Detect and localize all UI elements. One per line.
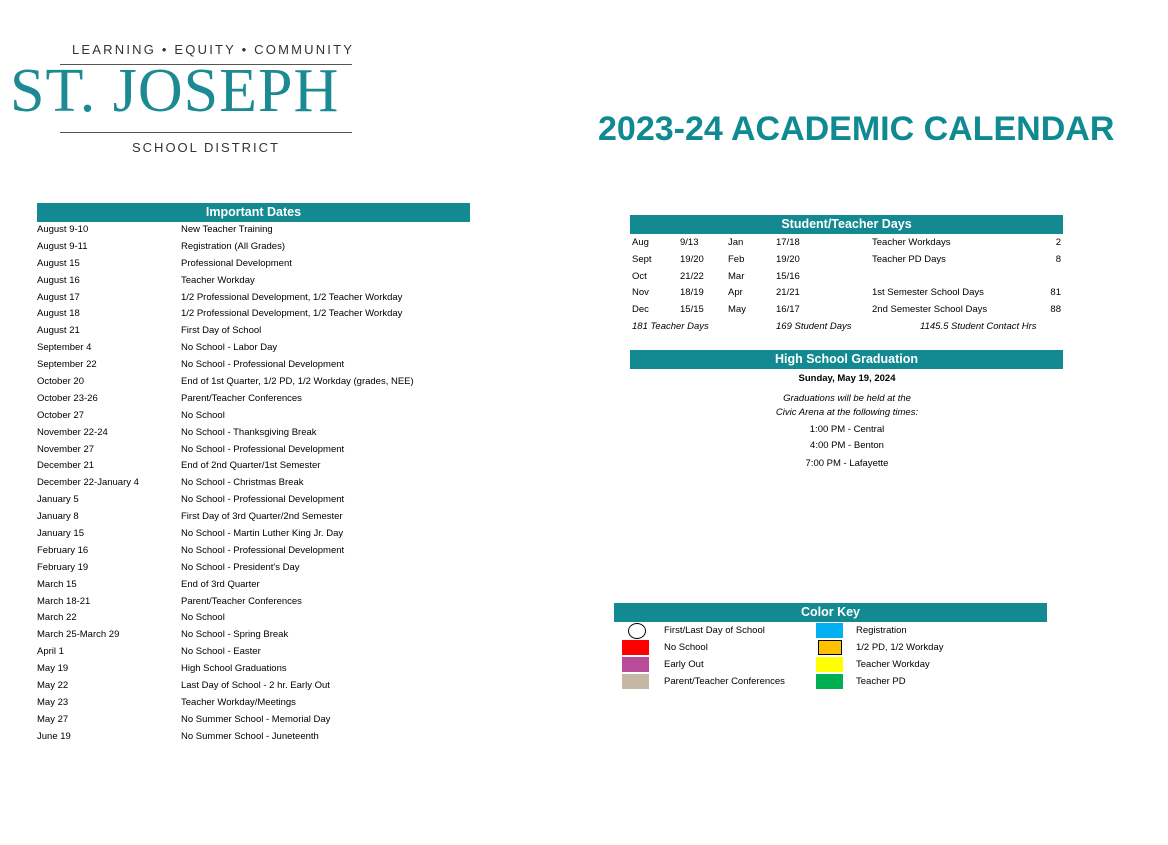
important-date: September 22	[37, 359, 97, 371]
important-date-row	[37, 610, 477, 627]
important-date: September 4	[37, 342, 92, 354]
important-date: April 1	[37, 646, 64, 658]
important-date-row	[37, 695, 477, 712]
important-event: No Summer School - Memorial Day	[181, 713, 331, 725]
important-date: May 22	[37, 680, 69, 692]
important-event: Parent/Teacher Conferences	[181, 392, 302, 404]
important-date: August 9-10	[37, 224, 89, 235]
color-key-header: Color Key	[614, 603, 1047, 622]
month-days: 18/19	[680, 287, 704, 299]
month: Feb	[728, 253, 745, 265]
month-days: 21/22	[680, 270, 704, 282]
important-date: August 21	[37, 325, 80, 337]
important-date-row	[37, 290, 477, 307]
month: Aug	[632, 237, 649, 248]
important-date: August 18	[37, 308, 80, 320]
important-date: January 8	[37, 511, 79, 523]
important-event: Teacher Workday	[181, 274, 255, 286]
important-date-row	[37, 492, 477, 509]
total-contact-hours: 1145.5 Student Contact Hrs	[920, 320, 1037, 332]
day-count-value: 8	[1055, 253, 1061, 265]
important-date-row	[37, 458, 477, 475]
important-date-row	[37, 374, 477, 391]
month: May	[728, 304, 746, 316]
important-date-row	[37, 560, 477, 577]
color-key-label: Early Out	[664, 659, 704, 670]
important-date-row	[37, 256, 477, 273]
important-date: November 27	[37, 443, 95, 455]
important-date: October 23-26	[37, 392, 98, 404]
day-count-value: 2	[1055, 237, 1061, 248]
important-date-row	[37, 543, 477, 560]
important-date-row	[37, 644, 477, 661]
day-count-value: 81	[1050, 287, 1061, 299]
important-date: February 19	[37, 561, 89, 573]
important-event: No School - Professional Development	[181, 494, 345, 506]
important-event: No School	[181, 409, 225, 421]
student-teacher-row	[630, 285, 1064, 302]
important-date-row	[37, 509, 477, 526]
important-date-row	[37, 678, 477, 695]
important-event: No School - Professional Development	[181, 443, 345, 455]
color-key-label: Teacher Workday	[856, 659, 930, 670]
color-swatch	[816, 623, 843, 638]
color-swatch	[622, 674, 649, 689]
important-date-row	[37, 712, 477, 729]
graduation-note-1: Graduations will be held at the	[783, 393, 911, 404]
month: Sept	[632, 253, 652, 265]
important-date-row	[37, 222, 477, 239]
color-key-label: Parent/Teacher Conferences	[664, 676, 785, 687]
month-days: 15/16	[776, 270, 800, 282]
color-key-label: First/Last Day of School	[664, 625, 765, 636]
totals-row	[630, 319, 1064, 336]
color-key-row	[614, 639, 1048, 656]
important-event: End of 2nd Quarter/1st Semester	[181, 460, 321, 472]
important-event: End of 1st Quarter, 1/2 PD, 1/2 Workday (grades, NEE)	[181, 376, 414, 388]
important-event: 1/2 Professional Development, 1/2 Teacher Workday	[181, 308, 403, 320]
logo-tagline: LEARNING • EQUITY • COMMUNITY	[72, 42, 355, 57]
month-days: 19/20	[776, 253, 800, 265]
important-date: December 22-January 4	[37, 477, 139, 489]
important-date-row	[37, 357, 477, 374]
color-swatch	[816, 674, 843, 689]
month-days: 19/20	[680, 253, 704, 265]
important-date-row	[37, 627, 477, 644]
month-days: 21/21	[776, 287, 800, 299]
color-key-label: 1/2 PD, 1/2 Workday	[856, 642, 944, 653]
color-key-label: No School	[664, 642, 708, 653]
important-date-row	[37, 475, 477, 492]
graduation-date: Sunday, May 19, 2024	[798, 373, 896, 384]
color-key-label: Registration	[856, 625, 907, 636]
important-date: May 27	[37, 713, 69, 725]
important-date: March 22	[37, 612, 77, 624]
important-date-row	[37, 661, 477, 678]
important-date-row	[37, 729, 477, 746]
important-date: June 19	[37, 730, 71, 742]
student-teacher-days-table	[630, 235, 1064, 336]
important-date: May 19	[37, 663, 69, 675]
graduation-time: 1:00 PM - Central	[809, 424, 885, 435]
month-days: 17/18	[776, 237, 800, 248]
color-swatch	[628, 623, 646, 639]
total-student-days: 169 Student Days	[776, 320, 852, 332]
color-key-row	[614, 656, 1048, 673]
important-event: No School - Labor Day	[181, 342, 278, 354]
important-event: No School - Spring Break	[181, 629, 289, 641]
student-teacher-row	[630, 302, 1064, 319]
important-date-row	[37, 577, 477, 594]
day-count-value: 88	[1050, 304, 1061, 316]
important-date-row	[37, 408, 477, 425]
important-date: February 16	[37, 544, 89, 556]
day-count-label: 2nd Semester School Days	[872, 304, 988, 316]
important-event: No School - Easter	[181, 646, 261, 658]
important-date: November 22-24	[37, 426, 108, 438]
student-teacher-row	[630, 235, 1064, 252]
important-date: March 15	[37, 578, 77, 590]
important-date: August 17	[37, 291, 80, 303]
important-event: First Day of 3rd Quarter/2nd Semester	[181, 511, 343, 523]
important-date-row	[37, 323, 477, 340]
important-event: No School - Christmas Break	[181, 477, 304, 489]
important-date: January 5	[37, 494, 79, 506]
month-days: 15/15	[680, 304, 704, 316]
logo-divider-bottom	[60, 132, 352, 133]
student-teacher-row	[630, 269, 1064, 286]
color-key-row	[614, 673, 1048, 690]
important-date-row	[37, 391, 477, 408]
graduation-time: 7:00 PM - Lafayette	[805, 458, 889, 469]
important-event: Registration (All Grades)	[181, 240, 286, 252]
color-swatch	[818, 640, 842, 655]
month-days: 16/17	[776, 304, 800, 316]
important-event: No School - President's Day	[181, 561, 300, 573]
important-event: End of 3rd Quarter	[181, 578, 260, 590]
month: Jan	[728, 237, 744, 248]
day-count-label: 1st Semester School Days	[872, 287, 984, 299]
important-date-row	[37, 306, 477, 323]
important-date-row	[37, 594, 477, 611]
important-date: October 27	[37, 409, 84, 421]
important-event: No School - Martin Luther King Jr. Day	[181, 528, 344, 540]
month: Oct	[632, 270, 647, 282]
important-dates-header: Important Dates	[37, 203, 470, 222]
important-event: Parent/Teacher Conferences	[181, 595, 302, 607]
month-days: 9/13	[680, 237, 699, 248]
important-event: 1/2 Professional Development, 1/2 Teacher Workday	[181, 291, 403, 303]
graduation-header: High School Graduation	[630, 350, 1063, 369]
day-count-label: Teacher Workdays	[872, 237, 951, 248]
important-date: May 23	[37, 696, 69, 708]
important-event: No School - Thanksgiving Break	[181, 426, 317, 438]
important-date: March 25-March 29	[37, 629, 120, 641]
important-date: August 16	[37, 274, 80, 286]
important-date-row	[37, 239, 477, 256]
graduation-info	[630, 372, 1064, 472]
total-teacher-days: 181 Teacher Days	[632, 320, 709, 332]
important-date-row	[37, 526, 477, 543]
important-event: New Teacher Training	[181, 224, 273, 235]
important-event: Last Day of School - 2 hr. Early Out	[181, 680, 330, 692]
important-date-row	[37, 273, 477, 290]
important-dates-list	[37, 222, 477, 746]
color-key-label: Teacher PD	[856, 676, 906, 687]
important-date: August 15	[37, 257, 80, 269]
important-date-row	[37, 442, 477, 459]
page-title: 2023-24 ACADEMIC CALENDAR	[598, 110, 1115, 148]
logo-name: ST. JOSEPH	[10, 57, 340, 125]
student-teacher-row	[630, 252, 1064, 269]
important-date: March 18-21	[37, 595, 91, 607]
important-date: October 20	[37, 376, 84, 388]
important-event: No School	[181, 612, 225, 624]
month: Apr	[728, 287, 743, 299]
month: Dec	[632, 304, 649, 316]
graduation-time: 4:00 PM - Benton	[810, 440, 884, 451]
important-event: High School Graduations	[181, 663, 287, 675]
important-date: August 9-11	[37, 240, 88, 252]
student-teacher-days-header: Student/Teacher Days	[630, 215, 1063, 234]
color-swatch	[622, 657, 649, 672]
important-event: No School - Professional Development	[181, 359, 345, 371]
important-date: January 15	[37, 528, 85, 540]
color-key-row	[614, 622, 1048, 639]
important-event: Professional Development	[181, 257, 292, 269]
graduation-note-2: Civic Arena at the following times:	[775, 407, 919, 418]
important-event: No Summer School - Juneteenth	[181, 730, 319, 742]
logo-subtitle: SCHOOL DISTRICT	[132, 140, 280, 155]
important-date-row	[37, 340, 477, 357]
important-event: First Day of School	[181, 325, 262, 337]
important-date-row	[37, 425, 477, 442]
color-key	[614, 622, 1048, 690]
important-event: Teacher Workday/Meetings	[181, 696, 296, 708]
important-event: No School - Professional Development	[181, 544, 345, 556]
month: Nov	[632, 287, 649, 299]
month: Mar	[728, 270, 745, 282]
day-count-label: Teacher PD Days	[872, 253, 946, 265]
color-swatch	[622, 640, 649, 655]
important-date: December 21	[37, 460, 95, 472]
color-swatch	[816, 657, 843, 672]
